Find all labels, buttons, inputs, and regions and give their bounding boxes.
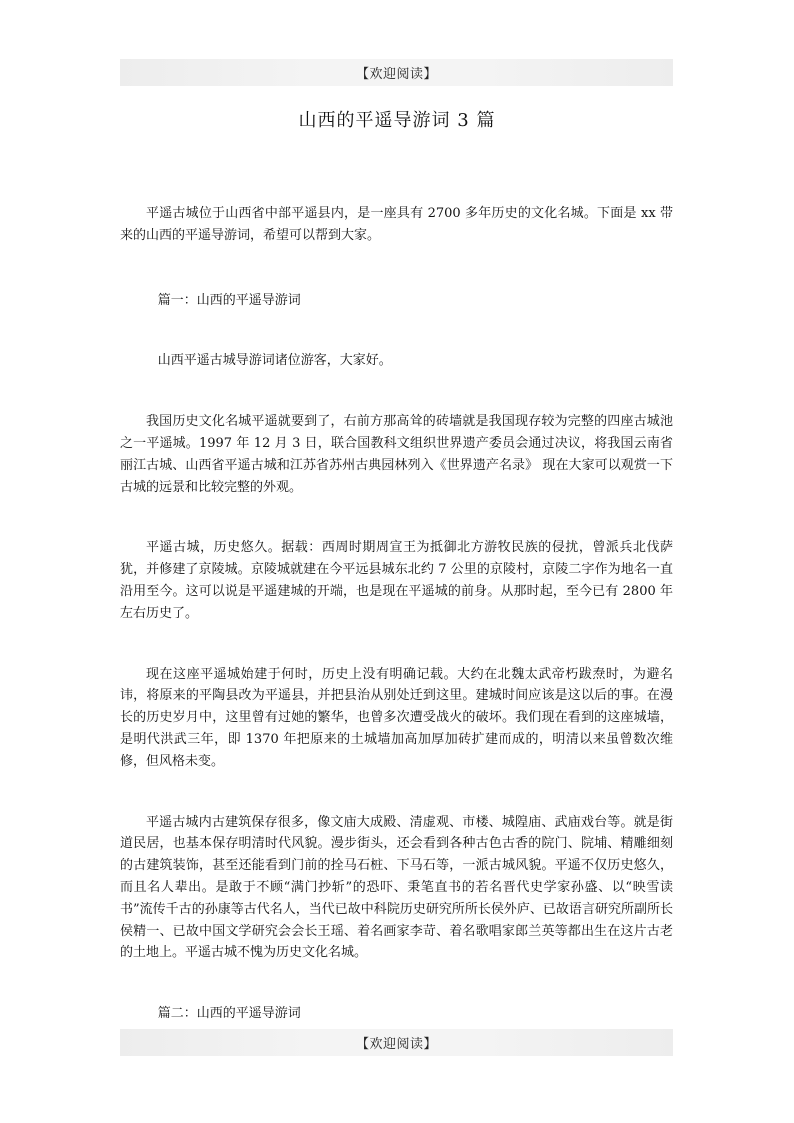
document-title: 山西的平遥导游词 3 篇	[298, 110, 496, 131]
body-paragraph: 平遥古城，历史悠久。据载：西周时期周宣王为抵御北方游牧民族的侵扰，曾派兵北伐萨犹，并修建了京陵城。京陵城就建在今平远县城东北约 7 公里的京陵村，京陵二字作为地名一直沿用至今。这可以说是平遥建城的开端，也是现在平遥城的前身。从那时起，至今已有 2800 年左右历史了。	[120, 540, 673, 621]
header-banner	[120, 59, 673, 86]
body-paragraph: 现在这座平遥城始建于何时，历史上没有明确记载。大约在北魏太武帝朽跋焘时，为避名讳，将原来的平陶县改为平遥县，并把县治从别处迁到这里。建城时间应该是这以后的事。在漫长的历史岁月中，这里曾有过她的繁华，也曾多次遭受战火的破坏。我们现在看到的这座城墙，是明代洪武三年，即 1370 年把原来的土城墙加高加厚加砖扩建而成的，明清以来虽曾数次维修，但风格未变。	[120, 666, 673, 769]
document-body	[120, 203, 673, 1025]
footer-banner-label: 【欢迎阅读】	[355, 1037, 437, 1052]
body-paragraph: 我国历史文化名城平遥就要到了，右前方那高耸的砖墙就是我国现存较为完整的四座古城池之一平遥城。1997 年 12 月 3 日，联合国教科文组织世界遗产委员会通过决议，将我国云南省丽江古城、山西省平遥古城和江苏省苏州古典园林列入《世界遗产名录》 现在大家可以观赏一下古城的远景和比较完整的外观。	[120, 414, 673, 495]
intro-paragraph: 平遥古城位于山西省中部平遥县内，是一座具有 2700 多年历史的文化名城。下面是 xx 带来的山西的平遥导游词，希望可以帮到大家。	[120, 206, 673, 243]
body-paragraph: 平遥古城内古建筑保存很多，像文庙大成殿、清虚观、市楼、城隍庙、武庙戏台等。就是街道民居，也基本保存明清时代风貌。漫步街头，还会看到各种古色古香的院门、院埔、精雕细刻的古建筑装饰，甚至还能看到门前的拴马石桩、下马石等，一派古城风貌。平遥不仅历史悠久，而且名人辈出。是敢于不顾“满门抄斩”的恐吓、秉笔直书的若名晋代史学家孙盛、以“映雪读书”流传千古的孙康等古代名人，当代已故中科院历史研究所所长侯外庐、已故语言研究所副所长侯精一、已故中国文学研究会会长王瑶、着名画家李苛、着名歌唱家郎兰英等都出生在这片古老的土地上。平遥古城不愧为历史文化名城。	[120, 814, 673, 961]
footer-banner	[120, 1029, 673, 1056]
section-heading-1: 篇一：山西的平遥导游词	[157, 292, 301, 308]
greeting-paragraph: 山西平遥古城导游词诸位游客，大家好。	[157, 353, 392, 369]
section-heading-2: 篇二：山西的平遥导游词	[157, 1006, 301, 1022]
header-banner-label: 【欢迎阅读】	[355, 67, 437, 82]
